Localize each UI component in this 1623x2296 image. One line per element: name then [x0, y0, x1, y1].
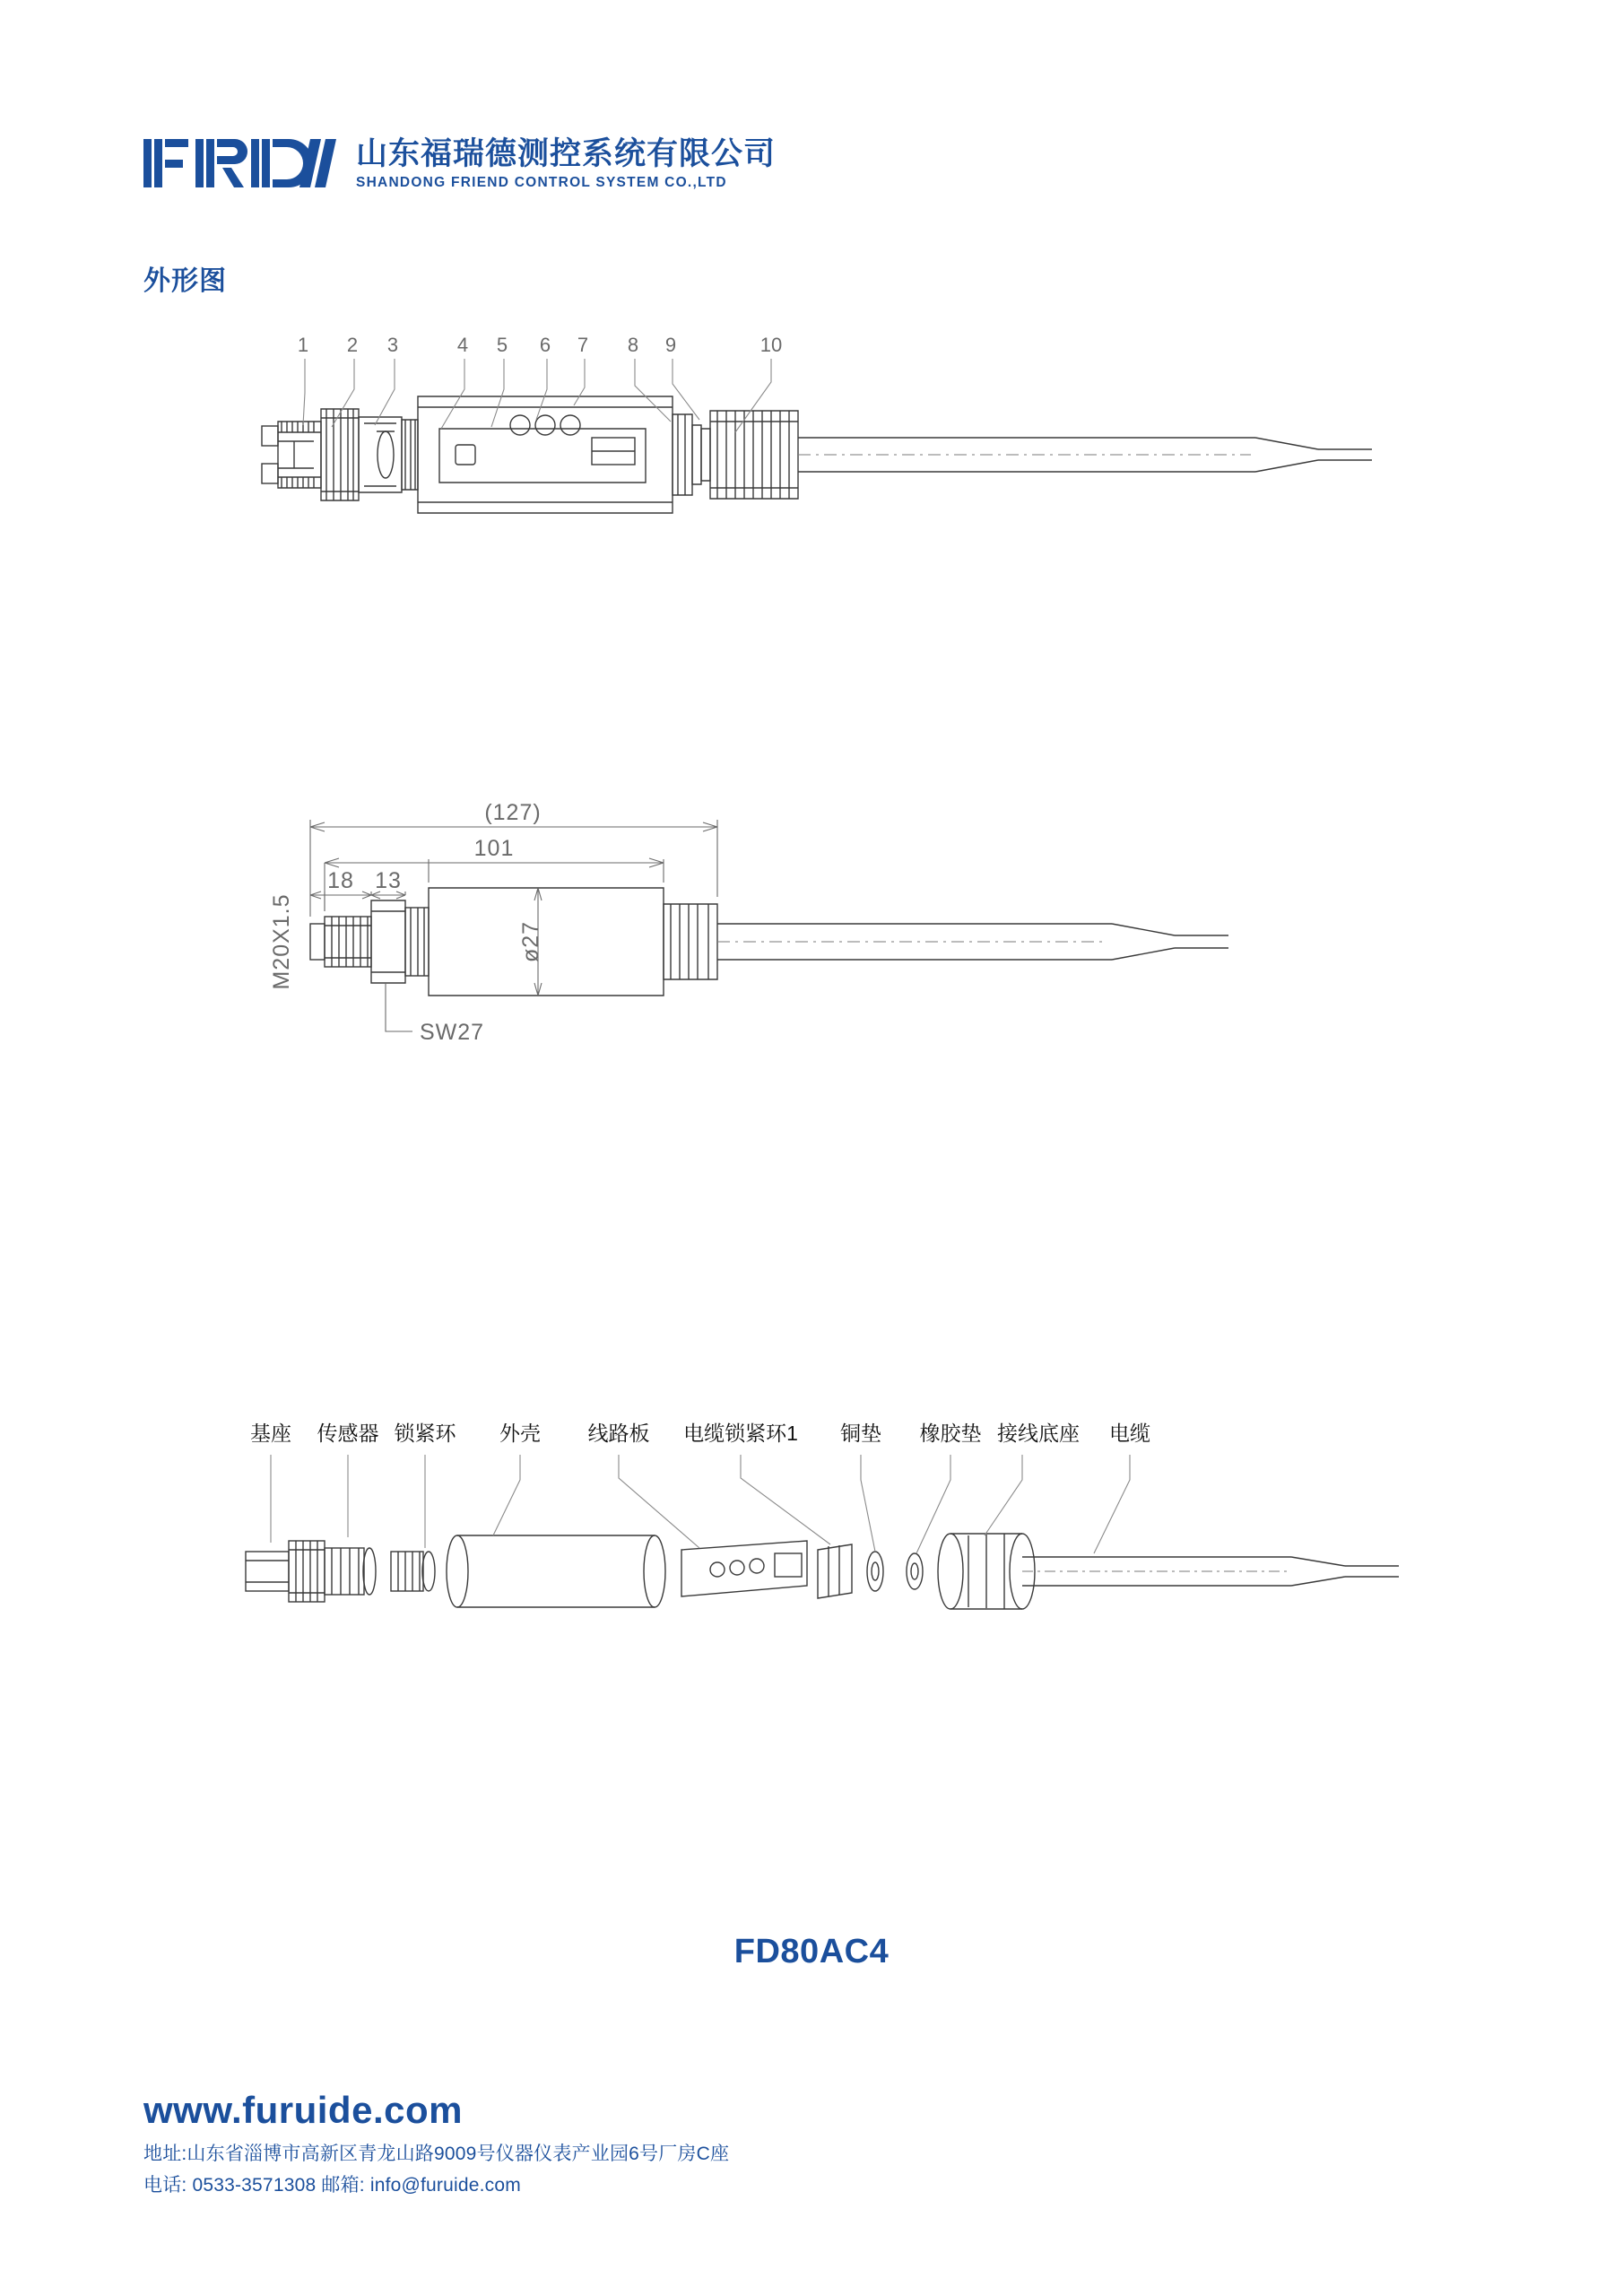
- callout-6: 6: [539, 334, 551, 356]
- page-footer: [143, 2090, 729, 2200]
- dim-length: 101: [473, 836, 515, 861]
- callout-1: 1: [297, 334, 309, 356]
- footer-contact: 电话: 0533-3571308 邮箱: info@furuide.com: [143, 2174, 521, 2196]
- model-name: FD80AC4: [733, 1933, 890, 1970]
- part-label-cable: 电缆: [1109, 1422, 1150, 1445]
- frd-logo-icon: [143, 135, 336, 191]
- section-title: 外形图: [143, 266, 227, 296]
- dim-thread: M20X1.5: [269, 893, 294, 990]
- part-label-pcb: 线路板: [587, 1422, 650, 1445]
- dim-nut-width: 13: [375, 868, 402, 893]
- part-label-cable-lock-ring: 电缆锁紧环1: [683, 1422, 798, 1445]
- callout-5: 5: [496, 334, 508, 356]
- part-label-base: 基座: [250, 1422, 291, 1445]
- exploded-view-drawing: [233, 1417, 1488, 1740]
- callout-7: 7: [577, 334, 589, 356]
- dimension-drawing: [269, 800, 1435, 1193]
- part-label-sensor: 传感器: [317, 1422, 379, 1445]
- part-label-locking-ring: 锁紧环: [394, 1422, 456, 1445]
- callout-9: 9: [664, 334, 677, 356]
- part-label-terminal-base: 接线底座: [997, 1422, 1080, 1445]
- part-label-rubber-pad: 橡胶垫: [919, 1422, 982, 1445]
- callout-10: 10: [759, 334, 783, 356]
- cross-section-drawing: [251, 332, 1417, 601]
- part-label-housing: 外壳: [499, 1422, 541, 1445]
- callout-4: 4: [456, 334, 469, 356]
- callout-8: 8: [627, 334, 639, 356]
- footer-address: 地址:山东省淄博市高新区青龙山路9009号仪器仪表产业园6号厂房C座: [143, 2144, 730, 2165]
- part-label-copper-washer: 铜垫: [840, 1422, 881, 1445]
- dim-hex: SW27: [420, 1020, 485, 1045]
- callout-2: 2: [346, 334, 359, 356]
- dim-overall: (127): [484, 800, 542, 825]
- company-name-cn: 山东福瑞德测控系统有限公司: [356, 136, 777, 171]
- page-header: [143, 135, 776, 192]
- website-url[interactable]: www.furuide.com: [143, 2089, 463, 2131]
- callout-3: 3: [386, 334, 399, 356]
- dim-thread-offset: 18: [327, 868, 354, 893]
- company-name-block: [356, 135, 776, 192]
- company-name-en: SHANDONG FRIEND CONTROL SYSTEM CO.,LTD: [356, 175, 727, 191]
- dim-diameter: ø27: [518, 920, 543, 963]
